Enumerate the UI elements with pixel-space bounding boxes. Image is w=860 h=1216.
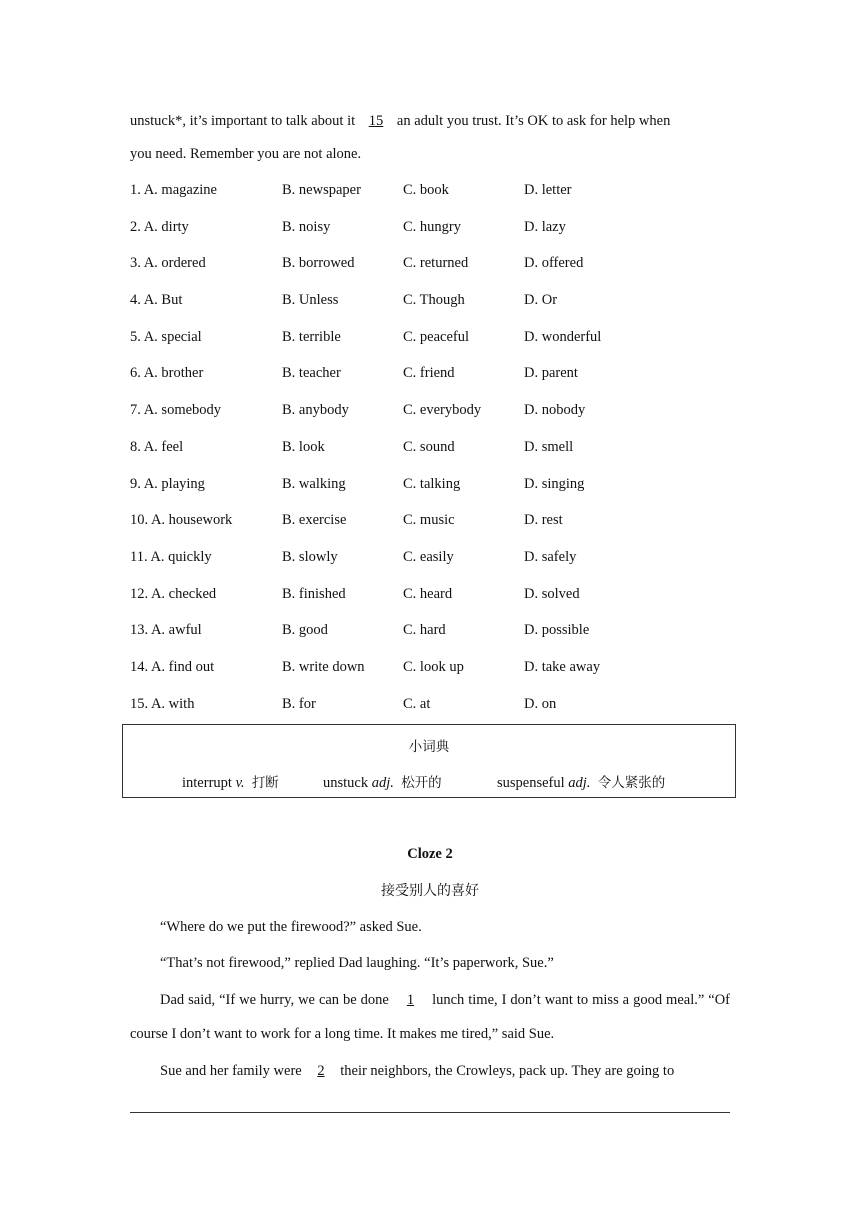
option-d[interactable]: D. lazy <box>524 218 566 235</box>
option-a[interactable]: 1. A. magazine <box>130 182 217 198</box>
option-a[interactable]: 15. A. with <box>130 695 195 712</box>
blank-1[interactable]: 1 <box>406 992 415 1008</box>
option-b[interactable]: B. look <box>282 438 325 455</box>
question-row <box>130 211 730 248</box>
option-c[interactable]: C. look up <box>403 658 464 675</box>
cloze2-subtitle: 接受别人的喜好 <box>381 883 479 899</box>
option-d[interactable]: D. rest <box>524 512 563 529</box>
option-d[interactable]: D. possible <box>524 622 590 639</box>
option-a[interactable]: 8. A. feel <box>130 438 184 455</box>
vocab-item-interrupt: interrupt v. 打断 <box>182 775 279 791</box>
option-a[interactable]: 7. A. somebody <box>130 402 222 419</box>
option-c[interactable]: C. talking <box>403 475 461 492</box>
option-c[interactable]: C. sound <box>403 438 455 455</box>
option-a[interactable]: 14. A. find out <box>130 658 215 675</box>
blank-2[interactable]: 2 <box>317 1063 325 1079</box>
question-row <box>130 504 730 541</box>
question-row <box>130 357 730 394</box>
option-d[interactable]: D. singing <box>524 475 585 492</box>
vocab-title: 小词典 <box>408 739 450 755</box>
option-d[interactable]: D. smell <box>524 438 574 455</box>
option-d[interactable]: D. parent <box>524 365 578 382</box>
option-c[interactable]: C. music <box>403 512 455 529</box>
option-b[interactable]: B. noisy <box>282 218 331 235</box>
cloze2-paragraph-4: Sue and her family were 2 their neighbors, the Crowleys, pack up. They are going to <box>130 1054 730 1088</box>
option-b[interactable]: B. terrible <box>282 328 341 345</box>
option-b[interactable]: B. Unless <box>282 292 339 309</box>
option-c[interactable]: C. heard <box>403 585 453 602</box>
vocab-item-unstuck: unstuck adj. 松开的 <box>323 775 442 791</box>
option-c[interactable]: C. Though <box>403 292 465 309</box>
question-row <box>130 284 730 321</box>
footer-rule <box>130 1112 730 1113</box>
option-c[interactable]: C. everybody <box>403 402 482 419</box>
option-a[interactable]: 5. A. special <box>130 328 202 345</box>
option-d[interactable]: D. solved <box>524 585 580 602</box>
option-a[interactable]: 4. A. But <box>130 292 183 309</box>
intro-paragraph <box>130 105 730 171</box>
question-row <box>130 651 730 688</box>
question-row <box>130 468 730 505</box>
option-b[interactable]: B. exercise <box>282 512 347 529</box>
option-b[interactable]: B. anybody <box>282 402 349 419</box>
option-d[interactable]: D. offered <box>524 255 584 272</box>
option-c[interactable]: C. at <box>403 695 431 712</box>
option-a[interactable]: 3. A. ordered <box>130 255 206 272</box>
option-d[interactable]: D. on <box>524 695 557 712</box>
option-a[interactable]: 11. A. quickly <box>130 548 212 565</box>
option-a[interactable]: 12. A. checked <box>130 585 217 602</box>
question-row <box>130 431 730 468</box>
question-row <box>130 541 730 578</box>
option-b[interactable]: B. teacher <box>282 365 341 382</box>
question-row <box>130 614 730 651</box>
option-c[interactable]: C. hungry <box>403 218 461 235</box>
option-d[interactable]: D. Or <box>524 292 558 309</box>
option-a[interactable]: 10. A. housework <box>130 512 233 529</box>
option-d[interactable]: D. safely <box>524 548 577 565</box>
option-b[interactable]: B. good <box>282 622 328 639</box>
option-a[interactable]: 2. A. dirty <box>130 218 189 235</box>
option-c[interactable]: C. easily <box>403 548 454 565</box>
option-d[interactable]: D. nobody <box>524 402 586 419</box>
question-row <box>130 247 730 284</box>
vocab-box <box>122 724 736 798</box>
option-c[interactable]: C. returned <box>403 255 469 272</box>
cloze2-title: Cloze 2 <box>407 846 453 862</box>
question-row <box>130 321 730 358</box>
cloze2-paragraph-1: “Where do we put the firewood?” asked Sue. <box>160 919 422 935</box>
option-b[interactable]: B. walking <box>282 475 346 492</box>
question-row <box>130 688 730 725</box>
cloze2-paragraph-2: “That’s not firewood,” replied Dad laughing. “It’s paperwork, Sue.” <box>160 955 554 971</box>
option-d[interactable]: D. letter <box>524 182 572 198</box>
blank-15[interactable]: 15 <box>368 113 384 129</box>
option-a[interactable]: 9. A. playing <box>130 475 205 492</box>
options-list <box>130 174 730 724</box>
question-row <box>130 394 730 431</box>
option-c[interactable]: C. book <box>403 182 449 198</box>
question-row <box>130 578 730 615</box>
option-a[interactable]: 13. A. awful <box>130 622 202 639</box>
option-b[interactable]: B. borrowed <box>282 255 355 272</box>
option-d[interactable]: D. take away <box>524 658 601 675</box>
option-b[interactable]: B. write down <box>282 658 365 675</box>
option-c[interactable]: C. friend <box>403 365 455 382</box>
cloze2-paragraph-3: Dad said, “If we hurry, we can be done 1 lunch time, I don’t want to miss a good meal.” “Of course I don’t want to work for a long time. It makes me tired,” said Sue. <box>130 983 730 1051</box>
option-c[interactable]: C. peaceful <box>403 328 470 345</box>
option-c[interactable]: C. hard <box>403 622 446 639</box>
intro-line-1: unstuck*, it’s important to talk about it 15 an adult you trust. It’s OK to ask for help when <box>130 105 730 138</box>
option-a[interactable]: 6. A. brother <box>130 365 204 382</box>
option-b[interactable]: B. newspaper <box>282 182 361 198</box>
vocab-item-suspenseful: suspenseful adj. 令人紧张的 <box>497 775 666 791</box>
option-b[interactable]: B. slowly <box>282 548 338 565</box>
option-b[interactable]: B. finished <box>282 585 346 602</box>
intro-line-2: you need. Remember you are not alone. <box>130 146 362 162</box>
option-b[interactable]: B. for <box>282 695 316 712</box>
question-row <box>130 174 730 211</box>
option-d[interactable]: D. wonderful <box>524 328 602 345</box>
